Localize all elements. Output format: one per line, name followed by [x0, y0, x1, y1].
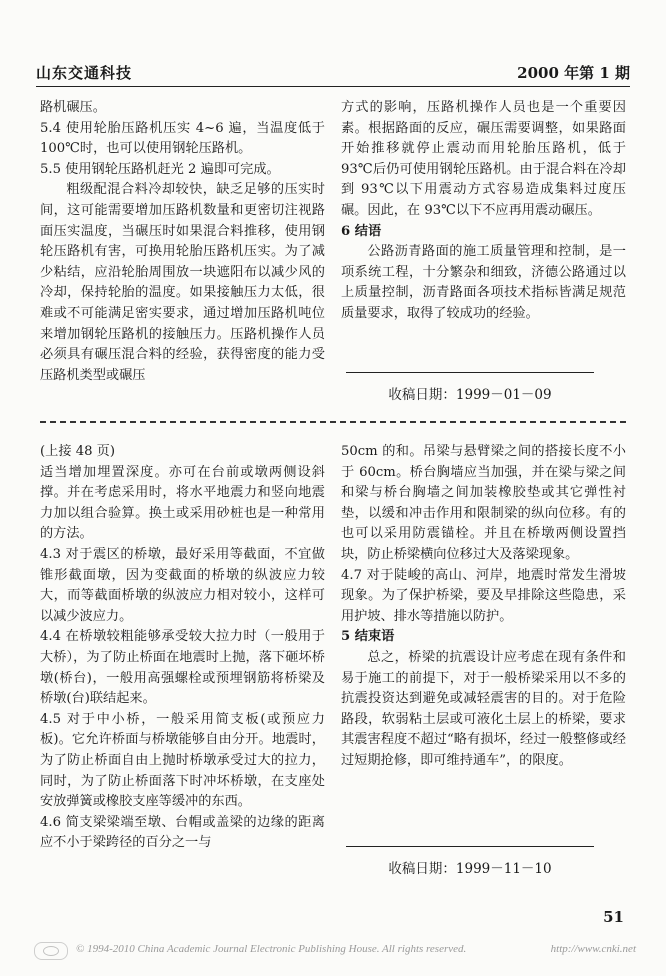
top-left-column — [40, 98, 325, 386]
paragraph: 总之，桥梁的抗震设计应考虑在现有条件和易于施工的前提下，对于一般桥梁采用以不多的抗震投资达到避免或减轻震害的目的。对于危险路段，软弱粘土层或可液化土层上的桥梁，要求其震害程度不超过“略有损坏，经过一般整修或经过短期抢修，即可维持通车”，的限度。 — [341, 649, 626, 768]
received-date: 收稿日期：1999－01－09 — [388, 387, 552, 403]
section-heading: 6 结语 — [341, 223, 382, 239]
paragraph: 50cm 的和。吊梁与悬臂梁之间的搭接长度不小于 60cm。桥台胸墙应当加强，并在梁与梁之间和梁与桥台胸墙之间加装橡胶垫或其它弹性衬垫，以缓和冲击作用和限制梁的纵向位移。有的也可以采用防震锚栓。并且在桥墩两侧设置挡块，防止桥梁横向位移过大及落梁现象。 — [341, 444, 626, 562]
paragraph: 粗级配混合料冷却较快，缺乏足够的压实时间，这可能需要增加压路机数量和更密切注视路面压实温度，当碾压时如果混合料推移，使用钢轮压路机有害，可换用轮胎压路机压实。为了减少粘结，应沿轮胎周围放一块遮阳布以减少风的冷却，保持轮胎的温度。如果接触压力太低，很难或不可能满足密实要求，通过增加压路机吨位来增加钢轮压路机的接触压力。压路机操作人员必须具有碾压混合料的经验，获得密度的能力受压路机类型或碾压 — [40, 182, 325, 383]
received-rule — [346, 372, 594, 373]
paragraph: 4.7 对于陡峻的高山、河岸，地震时常发生滑坡现象。为了保护桥梁，要及早排除这些隐患，采用护坡、排水等措施以防护。 — [341, 567, 626, 624]
paragraph: 4.4 在桥墩较粗能够承受较大拉力时（一般用于大桥），为了防止桥面在地震时上抛，落下砸坏桥墩(桥台)，一般用高强螺栓或预埋钢筋将桥梁及桥墩(台)联结起来。 — [40, 629, 325, 707]
paragraph: 5.4 使用轮胎压路机压实 4~6 遍，当温度低于 100℃时，也可以使用钢轮压路机。 — [40, 120, 325, 157]
publisher-logo-icon — [34, 942, 68, 960]
copyright-text: © 1994-2010 China Academic Journal Electronic Publishing House. All rights reserved. — [76, 943, 467, 955]
bottom-left-column — [40, 442, 325, 854]
paragraph: 4.3 对于震区的桥墩，最好采用等截面，不宜做锥形截面墩，因为变截面的桥墩的纵波应力较大，而等截面桥墩的纵波应力相对较小，这样可以减少波应力。 — [40, 546, 325, 624]
journal-name: 山东交通科技 — [36, 64, 133, 82]
bottom-right-column — [341, 442, 626, 772]
article-separator — [40, 421, 626, 423]
page-number: 51 — [603, 908, 624, 926]
received-rule — [346, 846, 594, 847]
section-heading: 5 结束语 — [341, 629, 395, 645]
paragraph: 公路沥青路面的施工质量管理和控制，是一项系统工程，十分繁杂和细致，济德公路通过以上质量控制，沥青路面各项技术指标皆满足规范质量要求，取得了较成功的经验。 — [341, 244, 626, 321]
paragraph: 4.6 简支梁梁端至墩、台帽或盖梁的边缘的距离应不小于梁跨径的百分之一与 — [40, 814, 325, 851]
paragraph: 5.5 使用钢轮压路机赶光 2 遍即可完成。 — [40, 161, 280, 177]
running-header — [36, 56, 630, 87]
paragraph: 路机碾压。 — [40, 100, 106, 115]
paragraph: 4.5 对于中小桥，一般采用简支板(或预应力板)。它允许桥面与桥墩能够自由分开。地震时，为了防止桥面自由上抛时桥墩承受过大的拉力，同时，为了防止桥面落下时冲坏桥墩，在支座处安放弹簧或橡胶支座等缓冲的东西。 — [40, 711, 325, 810]
top-right-column — [341, 98, 626, 325]
footer — [34, 940, 636, 962]
issue-label: 2000 年第 1 期 — [517, 64, 630, 82]
footer-url[interactable]: http://www.cnki.net — [550, 943, 636, 955]
paragraph: 适当增加埋置深度。亦可在台前或墩两侧设斜撑。并在考虑采用时，将水平地震力和竖向地震力加以组合验算。换土或采用砂桩也是一种常用的方法。 — [40, 464, 325, 542]
continued-note: (上接 48 页) — [40, 444, 116, 459]
paragraph: 方式的影响，压路机操作人员也是一个重要因素。根据路面的反应，碾压需要调整，如果路面开始推移就停止震动而用轮胎压路机，低于 93℃后仍可使用钢轮压路机。由于混合料在冷却到 93℃以下用震动方式容易造成集料过度压碾。因此，在 93℃以下不应再用震动碾压。 — [341, 100, 626, 218]
received-date: 收稿日期：1999－11－10 — [388, 861, 552, 877]
